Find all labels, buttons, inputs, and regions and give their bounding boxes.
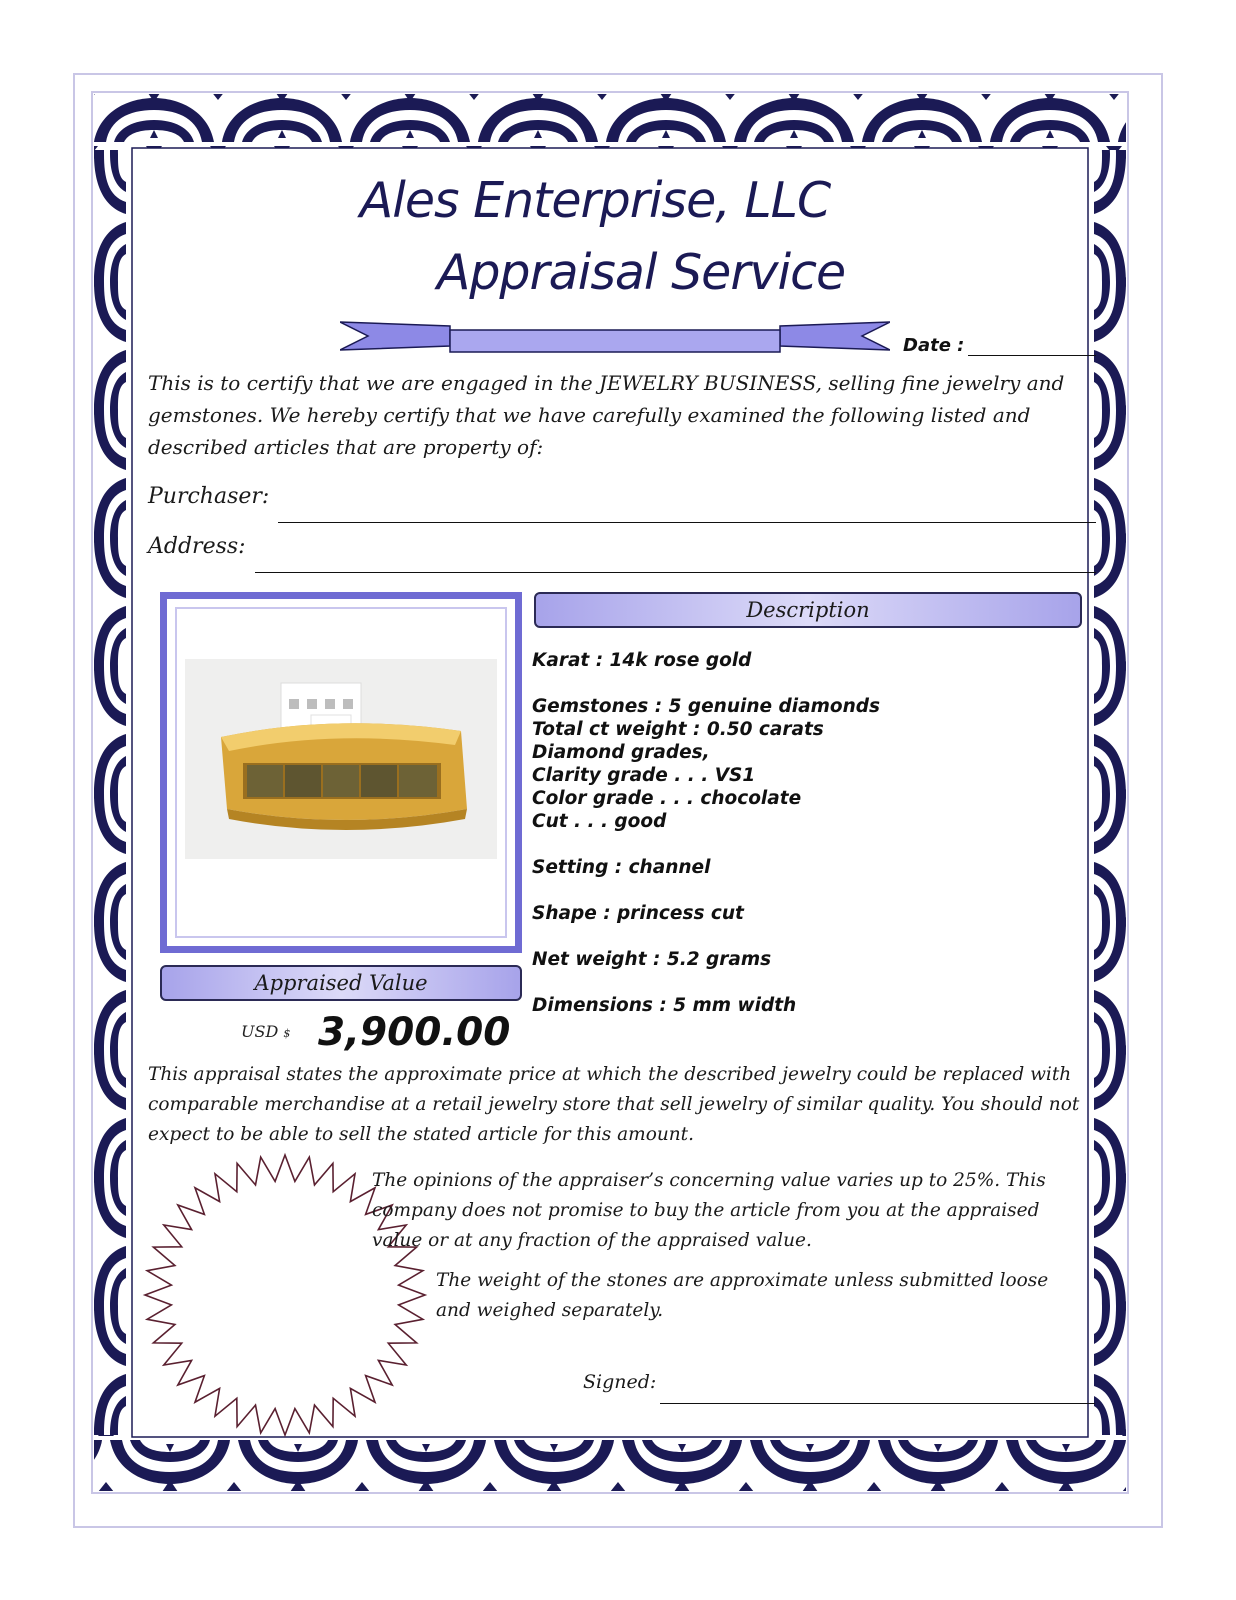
- shape-text: Shape : princess cut: [532, 903, 744, 924]
- ring-photo: [185, 659, 497, 859]
- signature-field-line[interactable]: [660, 1403, 1095, 1404]
- ring-photo-frame: [160, 592, 522, 953]
- karat-text: Karat : 14k rose gold: [532, 650, 752, 671]
- purchaser-field-line[interactable]: [278, 522, 1096, 523]
- gemstones-text: Gemstones : 5 genuine diamonds: [532, 696, 881, 717]
- currency-code: USD: [241, 1022, 279, 1041]
- company-name: Ales Enterprise, LLC: [359, 172, 831, 229]
- color-grade-text: Color grade . . . chocolate: [532, 788, 802, 809]
- total-weight-text: Total ct weight : 0.50 carats: [532, 719, 824, 740]
- date-field-line[interactable]: [968, 355, 1096, 356]
- disclaimer-paragraph-2: The opinions of the appraiser’s concerning value varies up to 25%. This company does not promise to buy the article from you at the appraised value or at any fraction of the appraised value.: [372, 1170, 1046, 1251]
- dimensions-text: Dimensions : 5 mm width: [532, 995, 797, 1016]
- certification-intro: This is to certify that we are engaged in the JEWELRY BUSINESS, selling fine jewelry and gemstones. We hereby certify that we have carefully examined the following listed and described articles that are property of:: [148, 371, 1065, 459]
- description-heading: Description: [534, 592, 1082, 628]
- appraised-amount: 3,900.00: [318, 1010, 511, 1055]
- net-weight-text: Net weight : 5.2 grams: [532, 949, 772, 970]
- currency-symbol: $: [283, 1027, 291, 1040]
- diamond-grades-text: Diamond grades,: [532, 742, 710, 763]
- signed-label: Signed:: [583, 1371, 657, 1393]
- address-label: Address:: [148, 534, 246, 559]
- address-field-line[interactable]: [255, 572, 1096, 573]
- currency-label: [241, 1022, 290, 1041]
- service-title: Appraisal Service: [436, 244, 846, 301]
- ribbon-banner: [340, 316, 890, 360]
- purchaser-label: Purchaser:: [148, 484, 270, 509]
- appraised-value-heading: Appraised Value: [160, 965, 522, 1001]
- disclaimer-paragraph-1: This appraisal states the approximate price at which the described jewelry could be replaced with comparable merchandise at a retail jewelry store that sell jewelry of similar quality. You should not expect to be able to sell the stated article for this amount.: [148, 1064, 1080, 1145]
- date-label: Date :: [903, 335, 965, 356]
- cut-text: Cut . . . good: [532, 811, 667, 832]
- clarity-text: Clarity grade . . . VS1: [532, 765, 756, 786]
- setting-text: Setting : channel: [532, 857, 711, 878]
- disclaimer-paragraph-3: The weight of the stones are approximate unless submitted loose and weighed separately.: [436, 1270, 1049, 1321]
